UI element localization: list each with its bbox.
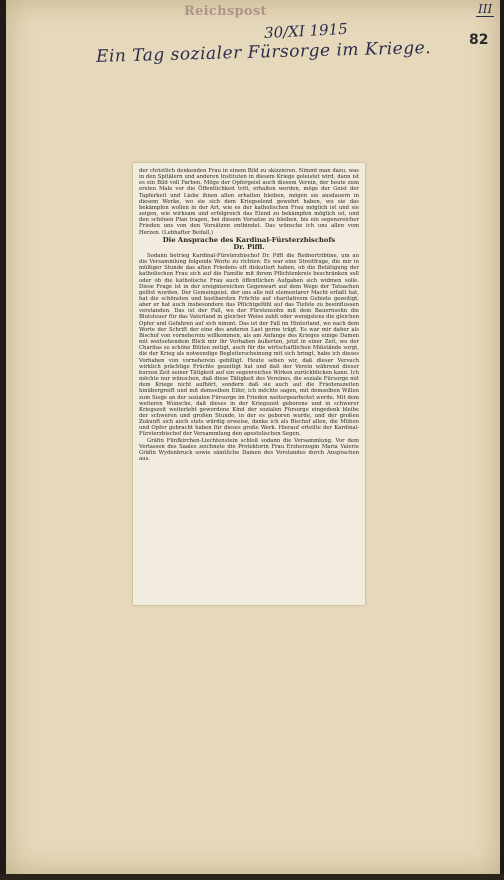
- intro-paragraph: der christlich denkenden Frau in einem Bild zu skizzieren. Nimmt man dazu, was in den Spitälern und anderen Instituten in diesem Kriege geleistet wird, dann ist es ein Bild voll Farben. Möge der Opfergeist auch diesem Verein, der heute zum ersten Male vor die Öffentlichkeit tritt, erhalten werden, möge der Geist der Tapferkeit und Liebe ihnen allen erhalten bleiben, mögen sie ausdauern in diesem Werke, wo sie sich dem Kriegselend gewehrt haben, wo sie das bekämpfen wollen in der Art, wie es der katholischen Frau möglich ist und sie zeigen, wie wirksam und erfolgreich das Elend zu bekämpfen möglich ist, und den schönen Plan tragen, bei diesem Vorsatze zu bleiben, bis ein segensreicher Frieden uns von den Vorsätzen entbindet. Das wünsche ich uns allen vom Herzen. (Lebhafter Beifall.): [139, 168, 359, 236]
- newspaper-clipping: [133, 163, 365, 605]
- handwritten-title: Ein Tag sozialer Fürsorge im Kriege.: [95, 38, 432, 67]
- scan-edge: [0, 874, 504, 880]
- heading-line-1: Die Ansprache des Kardinal-Fürsterzbischofs: [162, 235, 336, 244]
- page-number: 82: [469, 32, 489, 48]
- heading-line-2: Dr. Piffl.: [233, 243, 265, 252]
- body-paragraph: Gräfin Fünfkirchen-Liechtenstein schloß sodann die Versammlung. Vor dem Verlassen des Saales zeichnete die Protektorin Frau Erzherzogin Maria Valerie Gräfin Wydenbruck sowie sämtliche Damen des Vorstandes durch Ansprachen aus.: [139, 437, 359, 463]
- handwritten-annotation: [95, 19, 466, 72]
- newspaper-stamp: Reichspost: [184, 4, 267, 19]
- archive-page: [6, 0, 500, 874]
- clipping-column: [139, 168, 359, 462]
- body-paragraph: Sodann betrieg Kardinal-Fürsterzbischof Dr. Piffl die Rednertribüne, um an die Versammlung folgende Worte zu richten: Es war eine Streitfrage, die mir in müßiger Stunde das alten Friedens oft diskutiert haben, ob die Betätigung der katholischen Frau sich auf die Familie mit ihrem Pflichtenkreis beschränken soll oder ob die katholische Frau auch öffentlichen Aufgaben sich widmen solle. Diese Frage ist in der ereignisreichen Gegenwart auf dem Wege der Tatsachen gelöst worden. Der Gemeingeist, der uns alle mit elementarer Macht erfaßt hat, hat die schönsten und kostbarsten Früchte auf charitativem Gebiete gezeitigt, aber er hat auch insbesondere das Pflichtgefühl auf das Tiefste zu beeinflussen verstanden. Das ist der Fall, wo der Fürstensohn mit dem Bauernsohn die Blutsteuer für das Vaterland in gleicher Weise zahlt oder wenigstens die gleichen Opfer und Gefahren auf sich nimmt. Das ist der Fall im Hinterland, wo nach dem Worte der Schrift der eine des anderen Last gerne trägt. Es war mir daher als Bischof von vorneherein willkommen, als am Anfange des Krieges einige Damen mit weitsehendem Blick mir ihr Vorhaben äußerten, jetzt in einer Zeit, wo der Charitas so schöne Blüten zeitigt, auch für die wirtschaftlichen Mißstände sorgt, die der Krieg als notwendige Begleiterscheinung mit sich bringt, habe ich dieses Vorhaben von vorneherein gebilligt. Heute sehen wir, daß dieser Versuch wirklich prächtige Früchte gezeitigt hat und daß der Verein während dieser kurzen Zeit seiner Tätigkeit auf ein segenreiches Wirken zurückblicken kann. Ich möchte nur wünschen, daß diese Tätigkeit des Vereines, die soziale Fürsorge mit dem Kriege nicht aufhört, sondern daß sie auch auf die Friedenszeiten hinübergreift und mit demselben Eifer, ich möchte sagen, mit demselben Willen zum Siege an der sozialen Fürsorge im Frieden weitergearbeitet werde. Mit dem weiteren Wunsche, daß dieses in der Kriegszeit geborene und in schwerer Kriegszeit weiterlebt gewordene Kind der sozialen Fürsorge eingedenk bleibe der schweren und großen Stunde, in der es geboren wurde, und der großen Zukunft sich auch stets würdig erweise, danke ich als Bischof allen, die Mühen und Opfer gebracht haben für dieses große Werk. Hierauf erteilte der Kardinal-Fürsterzbischof der Versammlung den apostolischen Segen.: [139, 252, 359, 438]
- article-heading: [139, 237, 359, 252]
- corner-mark: III: [478, 2, 493, 16]
- handwritten-date: 30/XI 1915: [263, 19, 349, 43]
